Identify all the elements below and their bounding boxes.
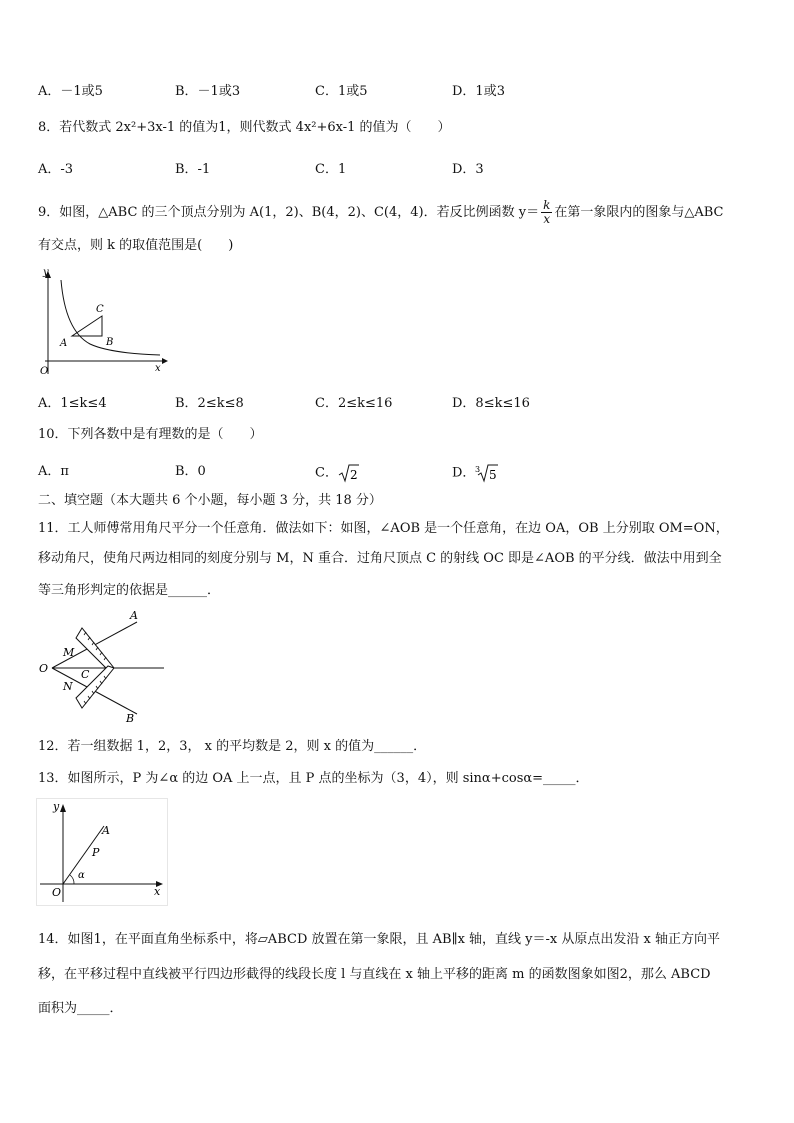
q11-figure bbox=[34, 608, 174, 724]
sqrt-radical-icon bbox=[338, 463, 360, 483]
q10-option-d bbox=[452, 463, 499, 483]
section-fill-blank-title: 二、填空题（本大题共 6 个小题，每小题 3 分，共 18 分） bbox=[38, 493, 382, 508]
q9-point-a-label: A bbox=[60, 338, 68, 349]
q13-angle-arc bbox=[70, 875, 74, 884]
q10-d-index: 3 bbox=[475, 465, 481, 474]
q10-option-c-label: C． bbox=[315, 465, 338, 481]
q8-option-d: D．3 bbox=[452, 162, 484, 177]
q10-option-d-label: D． bbox=[452, 465, 476, 481]
q9-stem-b: 在第一象限内的图象与△ABC bbox=[554, 205, 724, 220]
q10-stem: 10．下列各数中是有理数的是（ ） bbox=[38, 427, 263, 442]
q10-option-c bbox=[315, 463, 360, 483]
q9-fraction-numerator: k bbox=[543, 198, 551, 212]
q11-c-label: C bbox=[81, 668, 90, 681]
q9-option-b: B．2≤k≤8 bbox=[175, 396, 244, 411]
q9-stem-line2: 有交点，则 k 的取值范围是( ) bbox=[38, 238, 234, 253]
q13-stem: 13．如图所示，P 为∠α 的边 OA 上一点，且 P 点的坐标为（3，4），则 sinα+cosα=_____． bbox=[38, 771, 589, 786]
q9-point-b-label: B bbox=[106, 337, 114, 348]
q9-fraction bbox=[541, 199, 552, 226]
q9-stem-line1 bbox=[38, 199, 724, 226]
q10-d-radicand: 5 bbox=[489, 468, 498, 482]
q11-b-label: B bbox=[126, 712, 135, 724]
q14-line3: 面积为_____． bbox=[38, 1001, 123, 1016]
q9-y-label: y bbox=[43, 267, 49, 278]
q9-x-label: x bbox=[155, 363, 161, 374]
q11-a-label: A bbox=[130, 609, 138, 622]
q10-option-d-cbrt bbox=[475, 463, 499, 483]
q9-triangle-abc bbox=[72, 316, 102, 336]
q10-c-radicand: 2 bbox=[349, 468, 358, 482]
q13-y-label: y bbox=[53, 800, 60, 813]
q9-option-d: D．8≤k≤16 bbox=[452, 396, 530, 411]
q13-alpha-label: α bbox=[78, 870, 85, 881]
q7-option-c: C．1或5 bbox=[315, 84, 368, 99]
q13-x-label: x bbox=[154, 885, 161, 898]
q11-square-arm-upper bbox=[76, 628, 114, 670]
q8-option-c: C．1 bbox=[315, 162, 347, 177]
q13-y-arrow-icon bbox=[60, 804, 66, 812]
q9-origin-label: O bbox=[40, 366, 49, 377]
q7-option-a: A．－1或5 bbox=[38, 84, 103, 99]
q9-x-arrow-icon bbox=[162, 358, 168, 364]
q12-stem: 12．若一组数据 1，2，3， x 的平均数是 2，则 x 的值为______． bbox=[38, 739, 427, 754]
q9-option-c: C．2≤k≤16 bbox=[315, 396, 393, 411]
q8-option-a: A．-3 bbox=[38, 162, 74, 177]
cube-root-radical-icon bbox=[475, 463, 499, 483]
q13-a-label: A bbox=[102, 824, 110, 837]
q11-n-label: N bbox=[63, 680, 73, 693]
q14-line1: 14．如图1，在平面直角坐标系中，将▱ABCD 放置在第一象限，且 AB∥x 轴，直线 y＝-x 从原点出发沿 x 轴正方向平 bbox=[38, 932, 720, 947]
q13-origin-label: O bbox=[52, 886, 62, 899]
q9-fraction-denominator: x bbox=[543, 212, 551, 226]
q11-line1: 11．工人师傅常用角尺平分一个任意角．做法如下：如图，∠AOB 是一个任意角，在边 OA，OB 上分别取 OM=ON， bbox=[38, 521, 729, 536]
q11-line3: 等三角形判定的依据是______． bbox=[38, 583, 221, 598]
q10-option-a: A．π bbox=[38, 464, 69, 479]
q14-line2: 移，在平移过程中直线被平行四边形截得的线段长度 l 与直线在 x 轴上平移的距离 m 的函数图象如图2，那么 ABCD bbox=[38, 967, 711, 982]
q11-line2: 移动角尺，使角尺两边相同的刻度分别与 M，N 重合．过角尺顶点 C 的射线 OC 即是∠AOB 的平分线．做法中用到全 bbox=[38, 551, 722, 566]
q10-option-c-sqrt bbox=[338, 463, 360, 483]
q9-option-a: A．1≤k≤4 bbox=[38, 396, 107, 411]
q13-p-label: P bbox=[92, 846, 100, 859]
q7-option-d: D．1或3 bbox=[452, 84, 505, 99]
q9-figure bbox=[30, 266, 170, 378]
q8-option-b: B．-1 bbox=[175, 162, 211, 177]
q8-stem: 8．若代数式 2x²+3x-1 的值为1，则代数式 4x²+6x-1 的值为（ ） bbox=[38, 120, 451, 135]
q11-m-label: M bbox=[63, 646, 75, 659]
q9-point-c-label: C bbox=[96, 304, 104, 315]
q9-stem-a: 9．如图，△ABC 的三个顶点分别为 A(1，2)、B(4，2)、C(4，4)．若反比例函数 y＝ bbox=[38, 205, 540, 220]
q7-option-b: B．－1或3 bbox=[175, 84, 241, 99]
q11-o-label: O bbox=[39, 662, 49, 675]
q10-option-b: B．0 bbox=[175, 464, 206, 479]
q13-figure bbox=[36, 798, 168, 906]
